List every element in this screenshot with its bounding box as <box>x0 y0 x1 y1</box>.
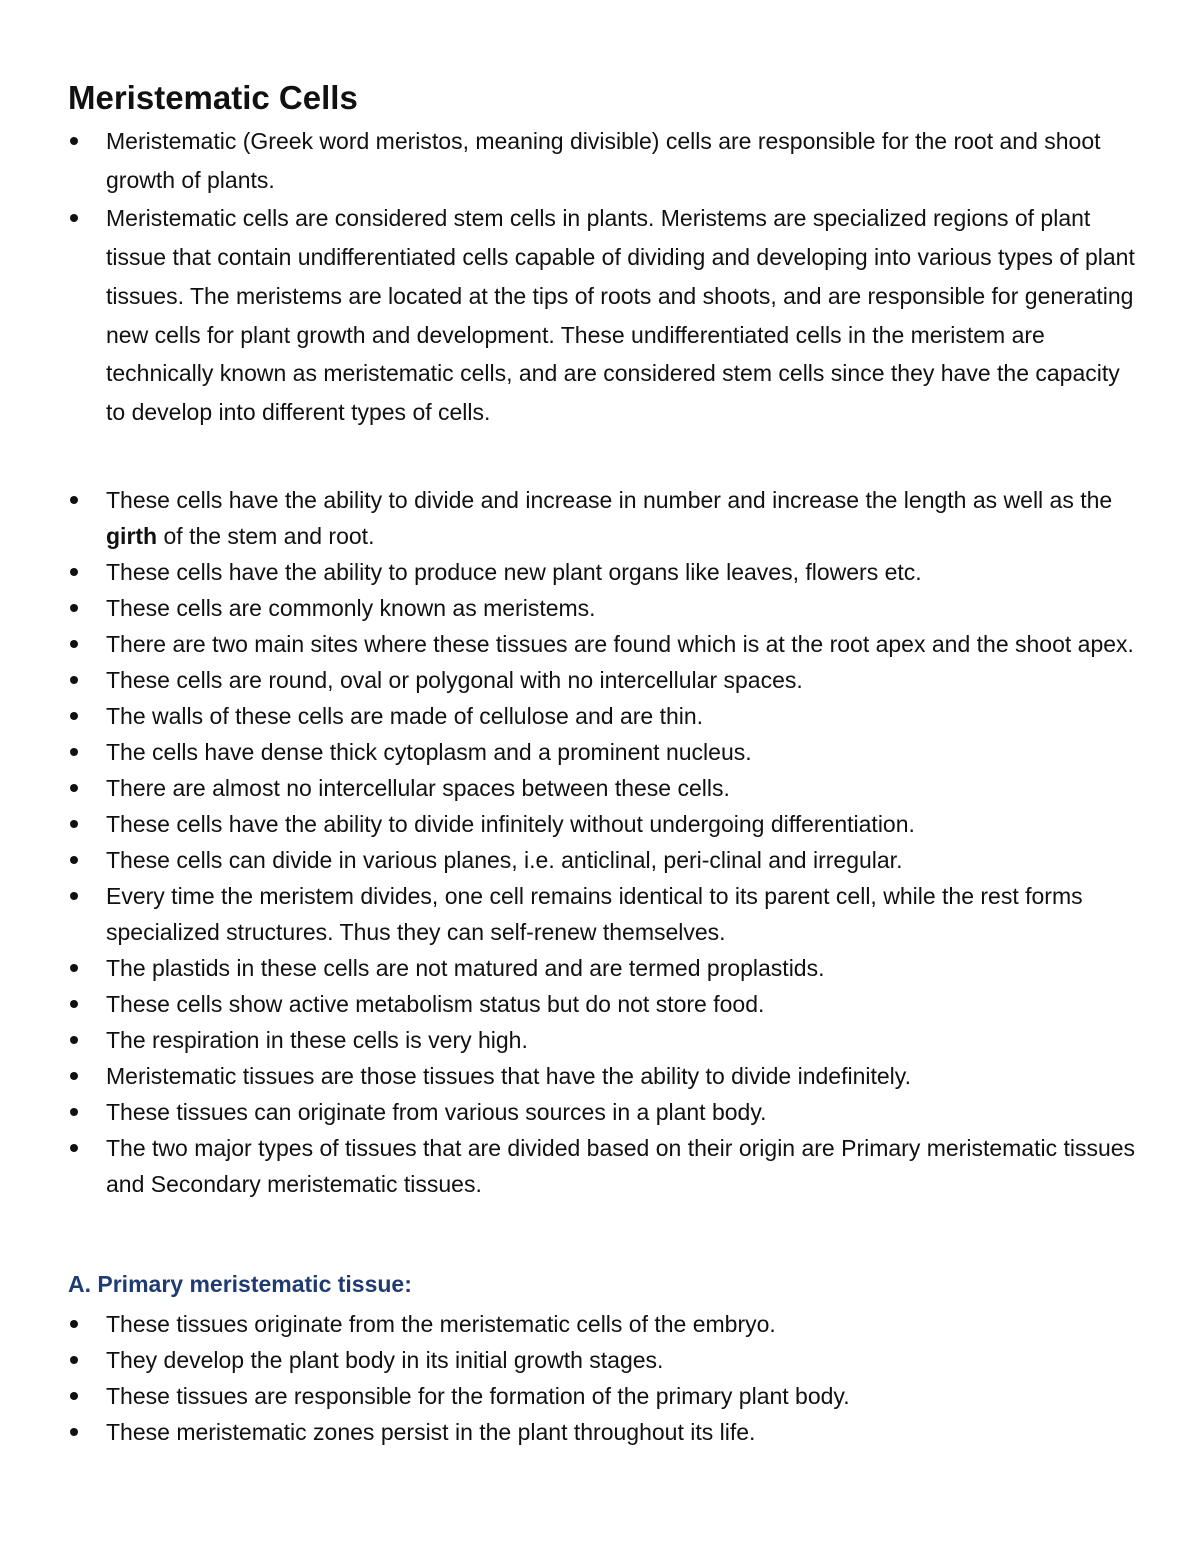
bullet-icon <box>70 137 78 145</box>
list-item <box>0 842 1200 878</box>
bullet-icon <box>70 604 78 612</box>
list-item-text: There are two main sites where these tissues are found which is at the root apex and the shoot apex. <box>106 631 1134 657</box>
list-item-text: These tissues can originate from various sources in a plant body. <box>106 1099 767 1125</box>
bullet-icon <box>70 1036 78 1044</box>
list-item-text: These cells show active metabolism status but do not store food. <box>106 991 765 1017</box>
list-item <box>0 734 1200 770</box>
list-item <box>0 806 1200 842</box>
list-item <box>0 590 1200 626</box>
list-item <box>0 122 1200 199</box>
list-item-text: These tissues are responsible for the formation of the primary plant body. <box>106 1383 850 1409</box>
bullet-icon <box>70 640 78 648</box>
list-item <box>0 986 1200 1022</box>
bullet-icon <box>70 856 78 864</box>
list-item-text: Every time the meristem divides, one cell remains identical to its parent cell, while the rest forms specialized structures. Thus they can self-renew themselves. <box>106 883 1083 945</box>
list-item <box>0 626 1200 662</box>
list-item <box>0 1130 1200 1202</box>
bullet-icon <box>70 748 78 756</box>
bullet-icon <box>70 964 78 972</box>
list-item-text: The respiration in these cells is very high. <box>106 1027 528 1053</box>
list-item-text: The plastids in these cells are not matured and are termed proplastids. <box>106 955 825 981</box>
primary-section-heading: A. Primary meristematic tissue: <box>68 1271 412 1297</box>
list-item-text-before: These cells have the ability to divide and increase in number and increase the length as well as the <box>106 487 1113 513</box>
list-item-text: These cells have the ability to divide infinitely without undergoing differentiation. <box>106 811 915 837</box>
primary-bullet-list <box>0 1306 1200 1450</box>
features-bullet-list <box>0 482 1200 1202</box>
list-item <box>0 950 1200 986</box>
list-item-text: The two major types of tissues that are divided based on their origin are Primary meristematic tissues and Secondary meristematic tissues. <box>106 1135 1136 1197</box>
bullet-icon <box>70 676 78 684</box>
list-item-text: These meristematic zones persist in the plant throughout its life. <box>106 1419 756 1445</box>
bullet-icon <box>70 784 78 792</box>
list-item-text: Meristematic (Greek word meristos, meaning divisible) cells are responsible for the root and shoot growth of plants. <box>106 128 1101 193</box>
list-item-text: These cells can divide in various planes, i.e. anticlinal, peri-clinal and irregular. <box>106 847 903 873</box>
bullet-icon <box>70 1072 78 1080</box>
list-item-text: Meristematic tissues are those tissues that have the ability to divide indefinitely. <box>106 1063 911 1089</box>
list-item <box>0 1306 1200 1342</box>
list-item-text: These tissues originate from the meristematic cells of the embryo. <box>106 1311 776 1337</box>
bullet-icon <box>70 1000 78 1008</box>
list-item-text: These cells are commonly known as meristems. <box>106 595 596 621</box>
list-item <box>0 1094 1200 1130</box>
bullet-icon <box>70 568 78 576</box>
list-item <box>0 662 1200 698</box>
bullet-icon <box>70 820 78 828</box>
list-item <box>0 770 1200 806</box>
list-item-text-after: of the stem and root. <box>157 523 375 549</box>
list-item-text: They develop the plant body in its initial growth stages. <box>106 1347 664 1373</box>
page-title: Meristematic Cells <box>68 79 358 116</box>
bullet-icon <box>70 1108 78 1116</box>
bold-term: girth <box>106 523 158 549</box>
list-item <box>0 199 1200 431</box>
bullet-icon <box>70 1428 78 1436</box>
intro-bullet-list <box>0 122 1200 432</box>
list-item <box>0 1414 1200 1450</box>
list-item <box>0 1022 1200 1058</box>
list-item <box>0 1342 1200 1378</box>
bullet-icon <box>70 892 78 900</box>
list-item-text: These cells are round, oval or polygonal with no intercellular spaces. <box>106 667 803 693</box>
list-item-text: There are almost no intercellular spaces between these cells. <box>106 775 730 801</box>
bullet-icon <box>70 214 78 222</box>
list-item <box>0 1058 1200 1094</box>
list-item-text: The cells have dense thick cytoplasm and a prominent nucleus. <box>106 739 752 765</box>
list-item <box>0 554 1200 590</box>
bullet-icon <box>70 1356 78 1364</box>
bullet-icon <box>70 1320 78 1328</box>
bullet-icon <box>70 712 78 720</box>
list-item <box>0 1378 1200 1414</box>
list-item-text: The walls of these cells are made of cellulose and are thin. <box>106 703 704 729</box>
bullet-icon <box>70 496 78 504</box>
list-item-text: These cells have the ability to produce new plant organs like leaves, flowers etc. <box>106 559 922 585</box>
list-item-text: Meristematic cells are considered stem cells in plants. Meristems are specialized regions of plant tissue that contain undifferentiated cells capable of dividing and developing into various types of plant tissues. The meristems are located at the tips of roots and shoots, and are responsible for generating new cells for plant growth and development. These undifferentiated cells in the meristem are technically known as meristematic cells, and are considered stem cells since they have the capacity to develop into different types of cells. <box>106 205 1135 425</box>
list-item <box>0 878 1200 950</box>
bullet-icon <box>70 1144 78 1152</box>
bullet-icon <box>70 1392 78 1400</box>
list-item <box>0 698 1200 734</box>
list-item <box>0 482 1200 554</box>
